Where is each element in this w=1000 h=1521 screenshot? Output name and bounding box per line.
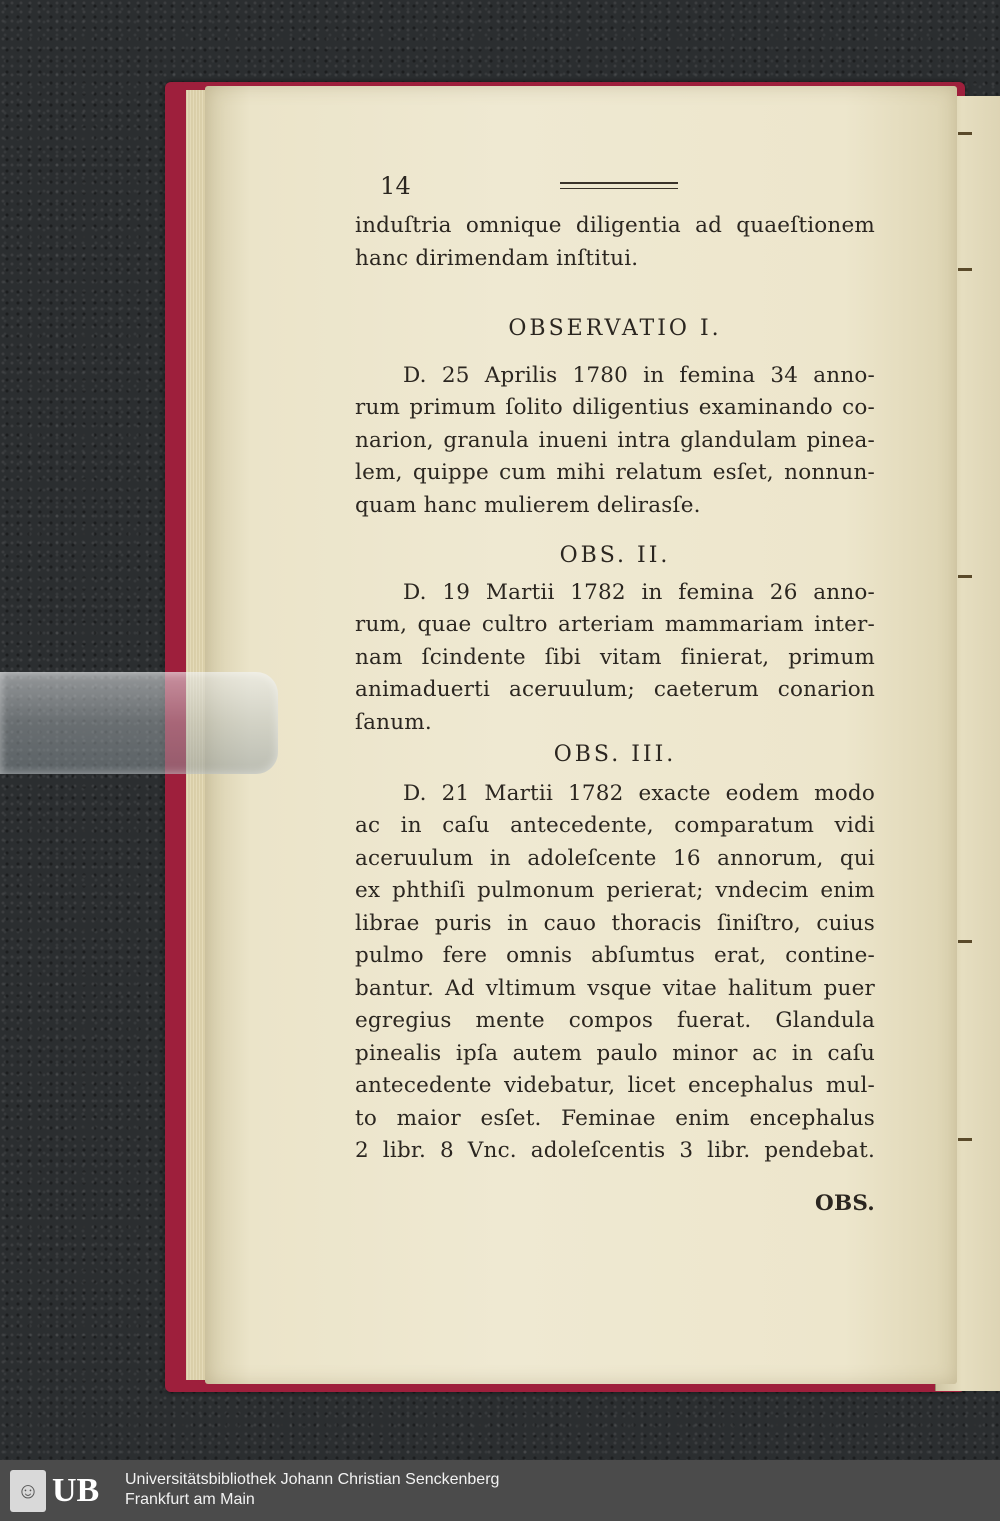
text-line: librae puris in cauo thoracis ſiniſtro, cuius <box>355 910 875 936</box>
library-footer <box>0 1460 1000 1521</box>
bookmark-tick <box>958 268 972 271</box>
bookmark-tick <box>958 132 972 135</box>
text-line: egregius mente compos fuerat. Glandula <box>355 1008 875 1033</box>
text-line: to maior esſet. Feminae enim encephalus <box>355 1105 875 1131</box>
text-line: quam hanc mulierem delirasſe. <box>355 492 701 518</box>
text-line: induſtria omnique diligentia ad quaeſtionem <box>355 213 875 238</box>
catchword: OBS. <box>815 1190 875 1216</box>
text-line: antecedente videbatur, licet encephalus mul- <box>355 1073 875 1098</box>
text-line: bantur. Ad vltimum vsque vitae halitum puer <box>355 975 875 1001</box>
portrait-icon: ☺ <box>10 1470 46 1512</box>
glass-page-weight <box>0 672 278 774</box>
text-line: hanc dirimendam inſtitui. <box>355 245 639 271</box>
header-rule <box>560 182 678 189</box>
library-logo[interactable] <box>10 1470 110 1512</box>
text-line: 2 libr. 8 Vnc. adoleſcentis 3 libr. pendebat. <box>355 1138 875 1163</box>
library-name <box>125 1470 499 1510</box>
section-heading: OBS. III. <box>553 742 677 767</box>
library-name-line: Universitätsbibliothek Johann Christian Senckenberg <box>125 1471 500 1488</box>
bookmark-tick <box>958 1138 972 1141</box>
text-line: animaduerti aceruulum; caeterum conarion <box>355 677 875 702</box>
section-heading: OBSERVATIO I. <box>508 316 722 341</box>
section-heading: OBS. II. <box>559 543 671 568</box>
page-number: 14 <box>380 172 411 200</box>
text-line: pinealis ipſa autem paulo minor ac in caſu <box>355 1040 875 1066</box>
bookmark-tick <box>958 575 972 578</box>
text-line: ac in caſu antecedente, comparatum vidi <box>355 813 875 838</box>
text-line: lem, quippe cum mihi relatum esſet, nonnun- <box>355 460 875 485</box>
text-line: pulmo fere omnis abſumtus erat, contine- <box>355 943 875 968</box>
text-line: rum, quae cultro arteriam mammariam inter- <box>355 612 875 637</box>
library-location-line: Frankfurt am Main <box>125 1491 255 1508</box>
text-line: D. 19 Martii 1782 in femina 26 anno- <box>403 579 875 605</box>
text-line: aceruulum in adoleſcente 16 annorum, qui <box>355 845 875 871</box>
text-line: D. 21 Martii 1782 exacte eodem modo <box>403 780 875 806</box>
running-header <box>355 170 875 210</box>
text-line: narion, granula inueni intra glandulam pinea- <box>355 427 875 453</box>
bookmark-tick <box>958 940 972 943</box>
text-line: ſanum. <box>355 709 432 735</box>
text-line: nam ſcindente ſibi vitam finierat, primum <box>355 644 875 670</box>
text-line: D. 25 Aprilis 1780 in femina 34 anno- <box>403 362 875 388</box>
logo-text: UB <box>52 1472 100 1509</box>
text-line: ex phthiſi pulmonum perierat; vndecim enim <box>355 878 875 903</box>
page-text <box>355 170 875 1220</box>
text-line: rum primum ſolito diligentius examinando co- <box>355 395 875 420</box>
